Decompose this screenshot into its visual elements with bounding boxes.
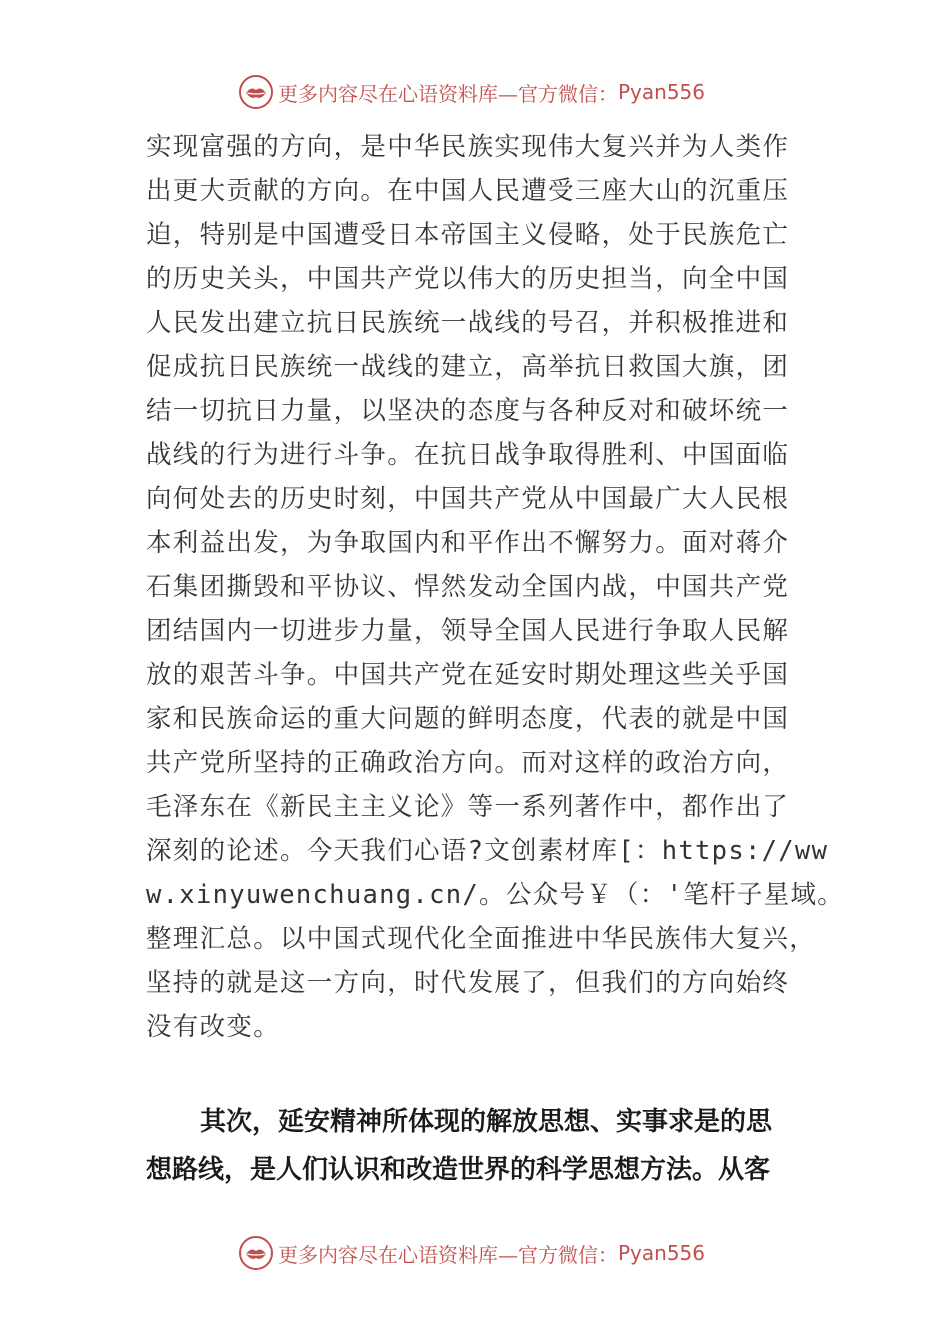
heading-line: 想路线，是人们认识和改造世界的科学思想方法。从客 (146, 1155, 771, 1185)
text-line: 坚持的就是这一方向，时代发展了，但我们的方向始终 (146, 968, 790, 998)
text-line: 结一切抗日力量，以坚决的态度与各种反对和破坏统一 (146, 396, 790, 426)
text-line: 的历史关头，中国共产党以伟大的历史担当，向全中国 (146, 264, 790, 294)
watermark-text: 更多内容尽在心语资料库—官方微信： (278, 81, 618, 106)
watermark-wechat-id: Pyan556 (618, 80, 706, 104)
text-line: 出更大贡献的方向。在中国人民遭受三座大山的沉重压 (146, 176, 790, 206)
text-line: 放的艰苦斗争。中国共产党在延安时期处理这些关乎国 (146, 660, 790, 690)
text-line: 战线的行为进行斗争。在抗日战争取得胜利、中国面临 (146, 440, 790, 470)
text-line: 迫，特别是中国遭受日本帝国主义侵略，处于民族危亡 (146, 220, 790, 250)
header-watermark (238, 72, 705, 112)
section-heading-paragraph (146, 1098, 826, 1194)
heading-line: 其次，延安精神所体现的解放思想、实事求是的思 (200, 1107, 773, 1137)
watermark-text: 更多内容尽在心语资料库—官方微信： (278, 1242, 618, 1267)
lips-logo-icon (238, 74, 274, 110)
text-line: 本利益出发，为争取国内和平作出不懈努力。面对蒋介 (146, 528, 790, 558)
text-line: 人民发出建立抗日民族统一战线的号召，并积极推进和 (146, 308, 790, 338)
footer-watermark (238, 1233, 705, 1273)
text-line: 深刻的论述。今天我们心语?文创素材库[：https://ww (146, 836, 829, 866)
text-line: w.xinyuwenchuang.cn/。公众号￥（：'笔杆子星域。 (146, 880, 845, 910)
lips-logo-icon (238, 1235, 274, 1271)
text-line: 毛泽东在《新民主主义论》等一系列著作中，都作出了 (146, 792, 790, 822)
text-line: 实现富强的方向，是中华民族实现伟大复兴并为人类作 (146, 132, 790, 162)
text-line: 促成抗日民族统一战线的建立，高举抗日救国大旗，团 (146, 352, 790, 382)
text-line: 共产党所坚持的正确政治方向。而对这样的政治方向， (146, 748, 790, 778)
text-line: 团结国内一切进步力量，领导全国人民进行争取人民解 (146, 616, 790, 646)
text-line: 向何处去的历史时刻，中国共产党从中国最广大人民根 (146, 484, 790, 514)
watermark-wechat-id: Pyan556 (618, 1241, 706, 1265)
text-line: 石集团撕毁和平协议、悍然发动全国内战，中国共产党 (146, 572, 790, 602)
text-line: 家和民族命运的重大问题的鲜明态度，代表的就是中国 (146, 704, 790, 734)
text-line: 整理汇总。以中国式现代化全面推进中华民族伟大复兴， (146, 924, 817, 954)
text-line: 没有改变。 (146, 1012, 281, 1042)
body-paragraph (146, 125, 845, 1049)
